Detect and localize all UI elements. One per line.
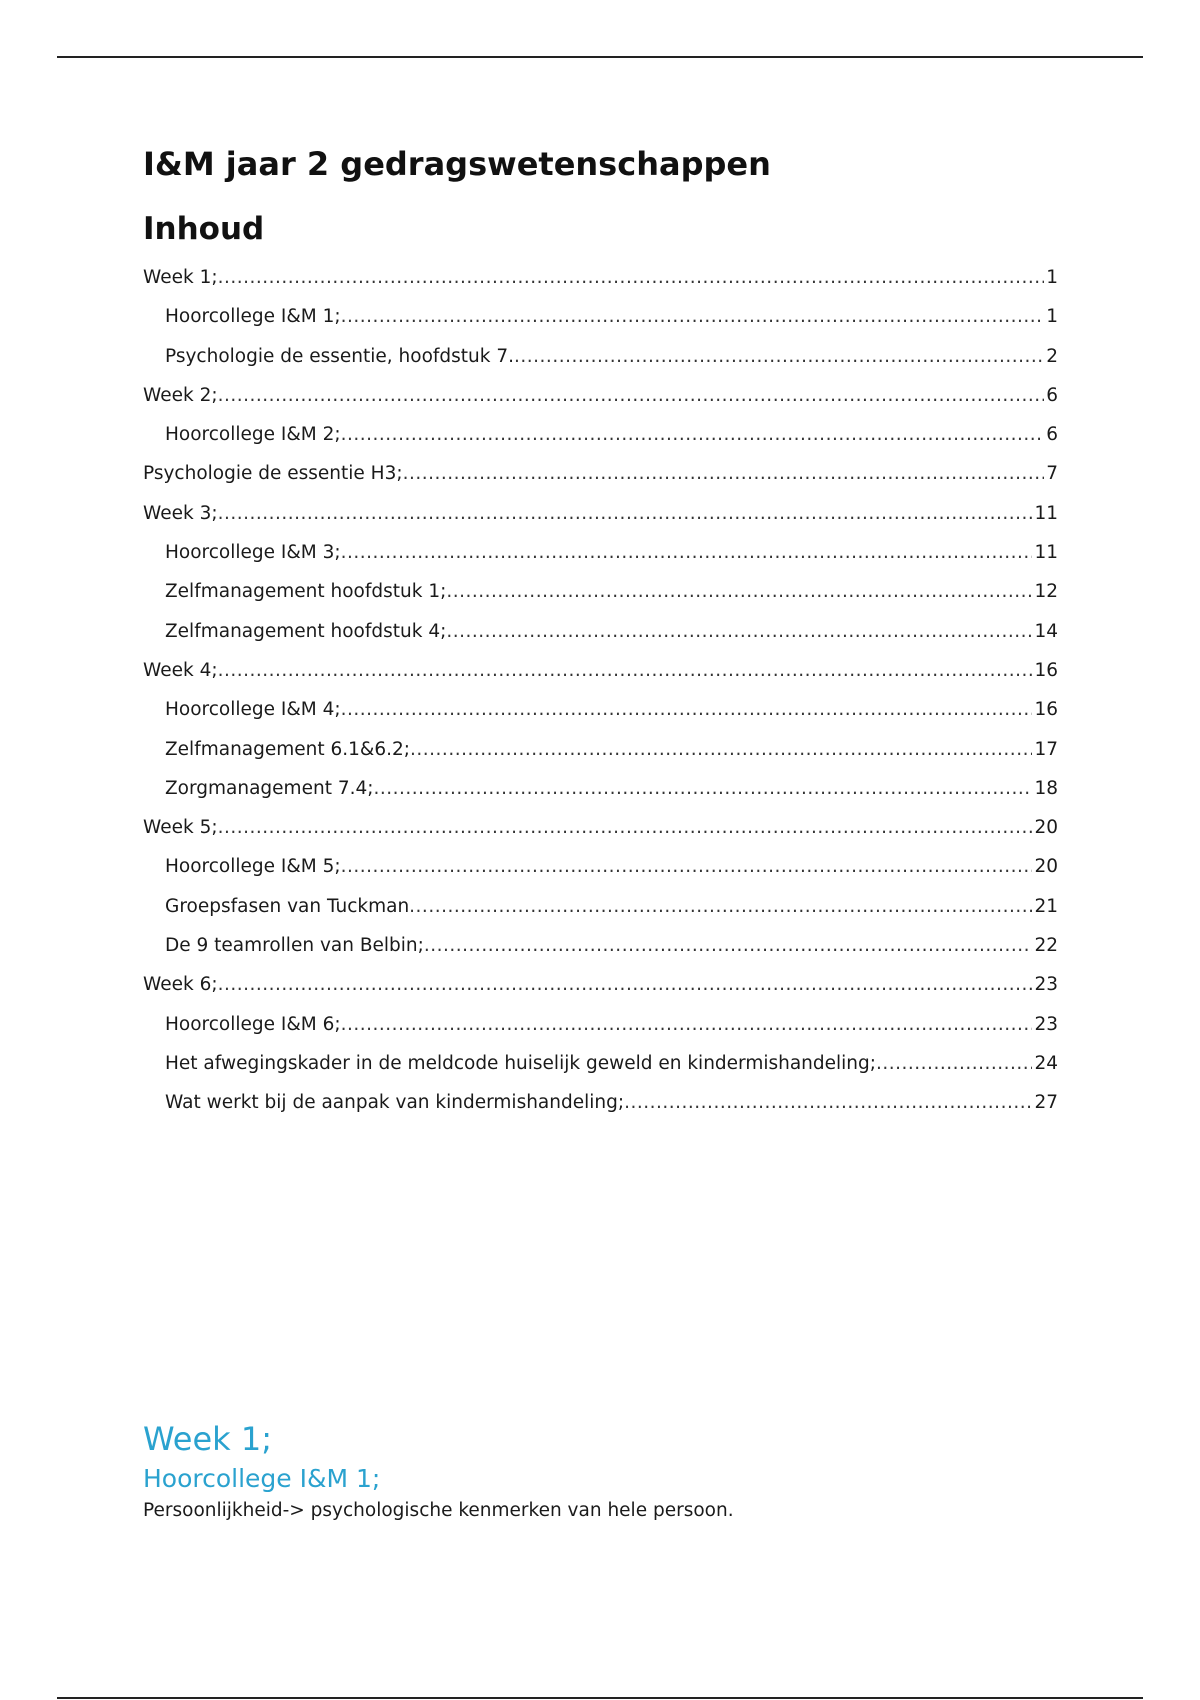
toc-entry-label: Zelfmanagement hoofdstuk 1; xyxy=(165,581,447,603)
toc-dot-leader xyxy=(218,258,1045,297)
toc-entry[interactable] xyxy=(143,612,1058,651)
toc-entry-label: Hoorcollege I&M 4; xyxy=(165,699,341,721)
toc-dot-leader xyxy=(341,1005,1033,1044)
toc-entry[interactable] xyxy=(143,454,1058,493)
toc-page-number: 23 xyxy=(1034,974,1058,996)
toc-dot-leader xyxy=(403,454,1045,493)
toc-entry[interactable] xyxy=(143,887,1058,926)
toc-entry[interactable] xyxy=(143,926,1058,965)
toc-entry[interactable] xyxy=(143,847,1058,886)
toc-page-number: 11 xyxy=(1034,502,1058,524)
toc-entry-label: Wat werkt bij de aanpak van kindermishandeling; xyxy=(165,1092,625,1114)
toc-entry-label: Week 2; xyxy=(143,384,218,406)
toc-dot-leader xyxy=(373,769,1032,808)
toc-entry-label: Het afwegingskader in de meldcode huiselijk geweld en kindermishandeling; xyxy=(165,1052,877,1074)
toc-dot-leader xyxy=(341,847,1033,886)
toc-dot-leader xyxy=(514,337,1044,376)
toc-dot-leader xyxy=(218,651,1033,690)
toc-dot-leader xyxy=(218,808,1033,847)
toc-dot-leader xyxy=(410,730,1032,769)
toc-page-number: 1 xyxy=(1046,267,1058,288)
toc-heading: Inhoud xyxy=(143,211,265,247)
toc-entry-label: Zelfmanagement hoofdstuk 4; xyxy=(165,620,447,642)
toc-page-number: 21 xyxy=(1034,895,1058,917)
toc-page-number: 18 xyxy=(1034,777,1058,799)
toc-entry[interactable] xyxy=(143,1005,1058,1044)
toc-entry-label: De 9 teamrollen van Belbin; xyxy=(165,935,424,957)
toc-entry-label: Week 5; xyxy=(143,817,218,839)
toc-dot-leader xyxy=(341,297,1045,336)
section-heading: Week 1; xyxy=(143,1420,272,1458)
toc-page-number: 23 xyxy=(1034,1013,1058,1035)
toc-entry-label: Zorgmanagement 7.4; xyxy=(165,777,374,799)
toc-entry-label: Hoorcollege I&M 6; xyxy=(165,1013,341,1035)
toc-entry[interactable] xyxy=(143,651,1058,690)
toc-page-number: 22 xyxy=(1034,935,1058,957)
toc-entry[interactable] xyxy=(143,376,1058,415)
toc-page-number: 7 xyxy=(1046,463,1058,485)
toc-page-number: 17 xyxy=(1034,738,1058,760)
toc-page-number: 24 xyxy=(1034,1052,1058,1074)
toc-entry[interactable] xyxy=(143,808,1058,847)
toc-entry[interactable] xyxy=(143,297,1058,336)
toc-page-number: 1 xyxy=(1046,306,1058,328)
table-of-contents xyxy=(143,258,1058,1123)
toc-page-number: 2 xyxy=(1046,345,1058,367)
toc-entry[interactable] xyxy=(143,572,1058,611)
toc-entry-label: Week 3; xyxy=(143,502,218,524)
toc-entry-label: Hoorcollege I&M 1; xyxy=(165,306,341,328)
toc-page-number: 14 xyxy=(1034,620,1058,642)
toc-entry-label: Week 6; xyxy=(143,974,218,996)
toc-dot-leader xyxy=(341,690,1033,729)
toc-entry[interactable] xyxy=(143,690,1058,729)
toc-entry[interactable] xyxy=(143,965,1058,1004)
toc-page-number: 20 xyxy=(1034,817,1058,839)
toc-entry[interactable] xyxy=(143,1044,1058,1083)
toc-dot-leader xyxy=(424,926,1033,965)
toc-entry[interactable] xyxy=(143,337,1058,376)
header-rule xyxy=(57,56,1143,58)
toc-dot-leader xyxy=(341,415,1045,454)
toc-entry-label: Hoorcollege I&M 5; xyxy=(165,856,341,878)
toc-entry-label: Psychologie de essentie, hoofdstuk 7. xyxy=(165,345,515,367)
toc-dot-leader xyxy=(218,376,1045,415)
toc-page-number: 27 xyxy=(1034,1092,1058,1114)
toc-page-number: 20 xyxy=(1034,856,1058,878)
toc-entry[interactable] xyxy=(143,494,1058,533)
toc-dot-leader xyxy=(876,1044,1032,1083)
body-paragraph: Persoonlijkheid-> psychologische kenmerken van hele persoon. xyxy=(143,1500,734,1521)
toc-entry[interactable] xyxy=(143,258,1058,297)
toc-page-number: 6 xyxy=(1046,424,1058,446)
toc-entry[interactable] xyxy=(143,730,1058,769)
toc-dot-leader xyxy=(218,965,1033,1004)
subsection-heading: Hoorcollege I&M 1; xyxy=(143,1464,381,1493)
toc-dot-leader xyxy=(446,572,1032,611)
toc-page-number: 16 xyxy=(1034,699,1058,721)
toc-page-number: 16 xyxy=(1034,659,1058,681)
toc-dot-leader xyxy=(218,494,1033,533)
document-title: I&M jaar 2 gedragswetenschappen xyxy=(143,145,771,183)
footer-rule xyxy=(57,1697,1143,1699)
toc-page-number: 11 xyxy=(1034,542,1058,564)
toc-entry-label: Hoorcollege I&M 2; xyxy=(165,424,341,446)
toc-dot-leader xyxy=(446,612,1032,651)
toc-dot-leader xyxy=(624,1083,1032,1122)
toc-entry-label: Zelfmanagement 6.1&6.2; xyxy=(165,738,411,760)
toc-entry[interactable] xyxy=(143,769,1058,808)
toc-page-number: 6 xyxy=(1046,384,1058,406)
toc-page-number: 12 xyxy=(1034,581,1058,603)
toc-entry-label: Hoorcollege I&M 3; xyxy=(165,542,341,564)
toc-dot-leader xyxy=(341,533,1033,572)
toc-entry-label: Week 4; xyxy=(143,659,218,681)
toc-entry[interactable] xyxy=(143,415,1058,454)
toc-entry-label: Week 1; xyxy=(143,267,218,288)
toc-entry[interactable] xyxy=(143,1083,1058,1122)
toc-dot-leader xyxy=(409,887,1032,926)
toc-entry[interactable] xyxy=(143,533,1058,572)
toc-entry-label: Groepsfasen van Tuckman xyxy=(165,895,410,917)
toc-entry-label: Psychologie de essentie H3; xyxy=(143,463,403,485)
